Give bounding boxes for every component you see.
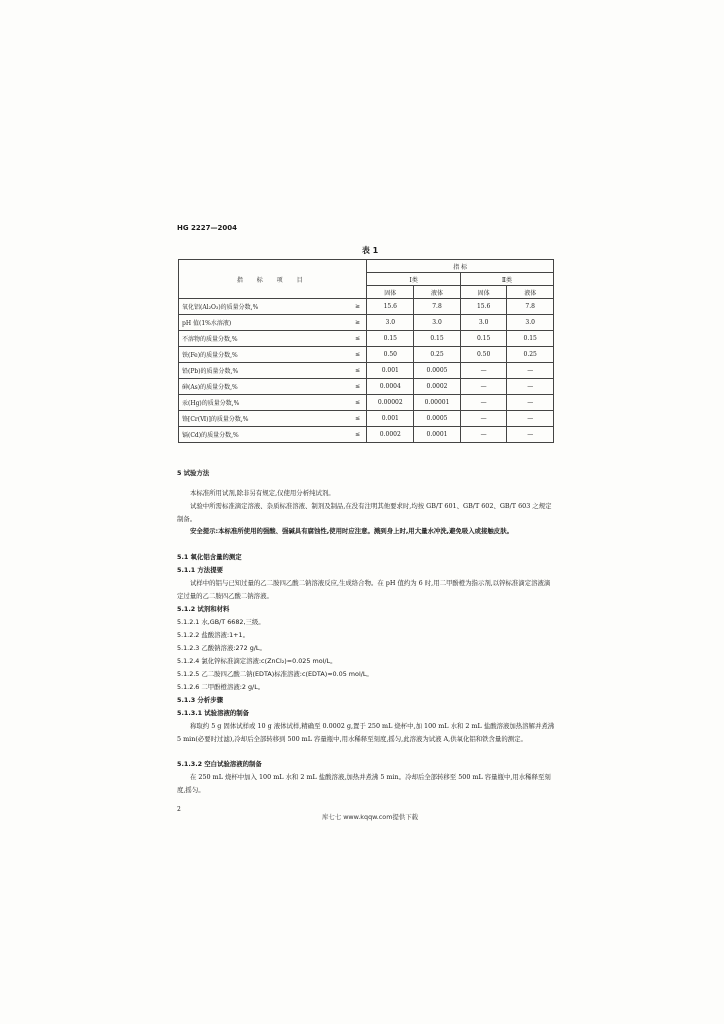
row-value: 0.0002 [367,427,414,443]
header-solid: 固体 [460,286,507,299]
row-value: 15.6 [367,299,414,315]
row-value: 0.15 [507,331,554,347]
row-operator: ≤ [349,411,367,427]
table-row [179,363,554,379]
table-row [179,427,554,443]
paragraph-test-solution: 称取约 5 g 固体试样或 10 g 液体试样,精确至 0.0002 g,置于 250 mL 烧杯中,加 100 mL 水和 2 mL 盐酸溶液加热溶解并煮沸 5 min(必要时过滤),冷却后全部转移到 500 mL 容量瓶中,用水稀释至刻度,摇匀,此溶液为试液 A,供氧化铝和铁含量的测定。 [177,722,555,743]
download-footer: 库七七 www.kqqw.com提供下载 [321,813,419,821]
section-5-heading: 5 试验方法 [177,469,210,477]
row-operator: ≥ [349,315,367,331]
row-value: — [460,363,507,379]
header-class-i: Ⅰ类 [367,273,460,286]
row-value: 0.00002 [367,395,414,411]
row-value: 3.0 [460,315,507,331]
header-item: 指 标 项 目 [179,260,367,299]
table-row [179,411,554,427]
row-value: 0.25 [414,347,461,363]
table-row [179,347,554,363]
paragraph-method: 试样中的铝与已知过量的乙二胺四乙酸二钠溶液反应,生成络合物。在 pH 值约为 6 时,用二甲酚橙为指示剂,以锌标准滴定溶液滴定过量的乙二胺四乙酸二钠溶液。 [177,579,551,600]
row-value: 0.0005 [414,363,461,379]
row-value: 0.001 [367,363,414,379]
row-operator: ≤ [349,347,367,363]
row-value: — [460,379,507,395]
table-row [179,315,554,331]
row-value: 3.0 [507,315,554,331]
page-number: 2 [177,806,181,813]
row-value: 0.00001 [414,395,461,411]
reagent-3: 5.1.2.3 乙酸钠溶液:272 g/L。 [177,644,266,652]
table-caption: 表 1 [361,246,379,255]
header-solid: 固体 [367,286,414,299]
row-item-name: pH 值(1%水溶液) [179,315,349,331]
row-value: 0.001 [367,411,414,427]
row-value: — [507,379,554,395]
row-value: 0.0004 [367,379,414,395]
row-value: 3.0 [367,315,414,331]
row-value: 7.8 [414,299,461,315]
row-value: 0.15 [367,331,414,347]
row-item-name: 氧化铝(Al₂O₃)的质量分数,% [179,299,349,315]
row-item-name: 铁(Fe)的质量分数,% [179,347,349,363]
row-value: — [507,395,554,411]
row-value: 0.15 [460,331,507,347]
row-item-name: 不溶物的质量分数,% [179,331,349,347]
header-index: 指 标 [367,260,554,273]
reagent-4: 5.1.2.4 氯化锌标准滴定溶液:c(ZnCl₂)=0.025 mol/L。 [177,657,337,665]
standard-code: HG 2227—2004 [177,224,238,232]
spec-table [178,259,554,443]
row-value: — [507,363,554,379]
row-operator: ≤ [349,363,367,379]
section-5-1-heading: 5.1 氧化铝含量的测定 [177,553,242,561]
reagent-1: 5.1.2.1 水,GB/T 6682,三级。 [177,618,265,626]
row-item-name: 铅(Pb)的质量分数,% [179,363,349,379]
row-operator: ≤ [349,427,367,443]
row-value: — [460,395,507,411]
row-value: — [460,427,507,443]
section-5-1-1-heading: 5.1.1 方法提要 [177,566,223,574]
paragraph-standards: 试验中所需标准滴定溶液、杂质标准溶液、制剂及制品,在没有注明其他要求时,均按 GB/T 601、GB/T 602、GB/T 603 之规定制备。 [177,502,552,523]
row-value: 0.15 [414,331,461,347]
row-item-name: 汞(Hg)的质量分数,% [179,395,349,411]
reagent-5: 5.1.2.5 乙二胺四乙酸二钠(EDTA)标准溶液:c(EDTA)≈0.05 mol/L。 [177,670,373,678]
row-value: 15.6 [460,299,507,315]
reagent-6: 5.1.2.6 二甲酚橙溶液:2 g/L。 [177,683,265,691]
table-row [179,379,554,395]
row-value: — [507,411,554,427]
header-liquid: 液体 [507,286,554,299]
section-5-1-3-heading: 5.1.3 分析步骤 [177,696,223,704]
section-5-1-3-1-heading: 5.1.3.1 试验溶液的制备 [177,709,250,717]
row-operator: ≤ [349,379,367,395]
paragraph-safety: 安全提示:本标准所使用的强酸、强碱具有腐蚀性,使用时应注意。溅到身上时,用大量水冲洗,避免吸入或接触皮肤。 [190,527,513,535]
paragraph-reagents: 本标准所用试剂,除非另有规定,仅使用分析纯试剂。 [190,489,335,497]
header-liquid: 液体 [414,286,461,299]
row-value: 3.0 [414,315,461,331]
paragraph-blank-solution: 在 250 mL 烧杯中加入 100 mL 水和 2 mL 盐酸溶液,加热并煮沸 5 min。冷却后全部转移至 500 mL 容量瓶中,用水稀释至刻度,摇匀。 [177,773,551,794]
row-operator: ≥ [349,299,367,315]
row-value: 0.50 [367,347,414,363]
row-value: 0.0005 [414,411,461,427]
section-5-1-2-heading: 5.1.2 试剂和材料 [177,605,230,613]
table-row [179,395,554,411]
row-value: 0.50 [460,347,507,363]
row-value: 0.25 [507,347,554,363]
table-row [179,331,554,347]
row-value: 0.0002 [414,379,461,395]
table-row [179,299,554,315]
header-class-ii: Ⅱ类 [460,273,553,286]
row-value: — [460,411,507,427]
row-operator: ≤ [349,395,367,411]
row-item-name: 砷(As)的质量分数,% [179,379,349,395]
row-item-name: 镉(Cd)的质量分数,% [179,427,349,443]
row-item-name: 铬[Cr(Ⅵ)]的质量分数,% [179,411,349,427]
row-value: 7.8 [507,299,554,315]
row-operator: ≤ [349,331,367,347]
section-5-1-3-2-heading: 5.1.3.2 空白试验溶液的制备 [177,760,262,768]
row-value: — [507,427,554,443]
reagent-2: 5.1.2.2 盐酸溶液:1+1。 [177,631,249,639]
row-value: 0.0001 [414,427,461,443]
